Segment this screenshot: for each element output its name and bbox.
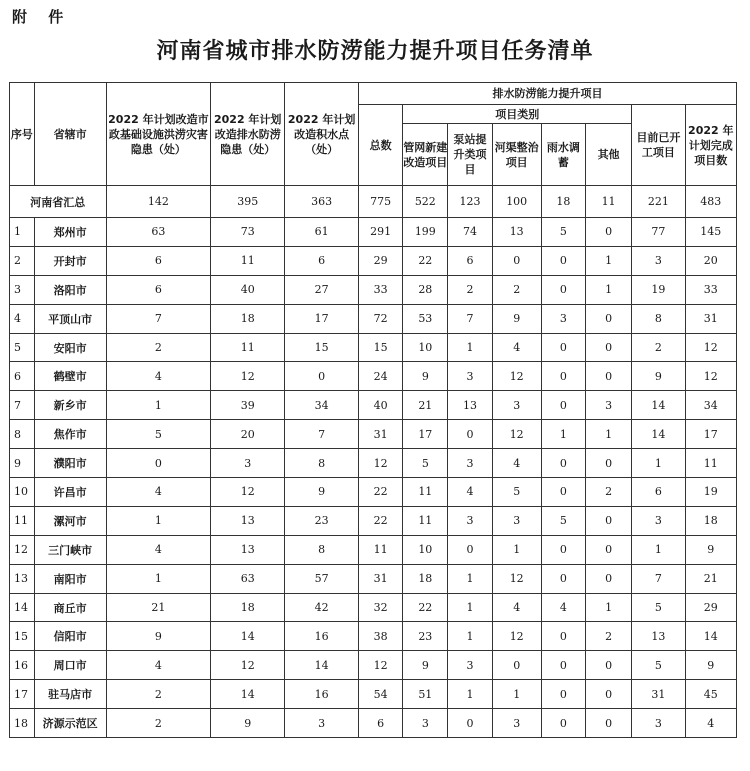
header-planned-complete: 2022 年计划完成项目数 <box>685 105 736 186</box>
table-row <box>10 304 737 333</box>
cell: 4 <box>492 593 541 622</box>
header-river: 河渠整治项目 <box>492 124 541 186</box>
cell: 12 <box>492 420 541 449</box>
cell: 11 <box>685 449 736 478</box>
cell: 34 <box>285 391 359 420</box>
cell: 2 <box>448 275 492 304</box>
row-city: 安阳市 <box>34 333 106 362</box>
cell: 0 <box>448 420 492 449</box>
row-seq: 6 <box>10 362 35 391</box>
cell: 40 <box>211 275 285 304</box>
cell: 38 <box>359 622 403 651</box>
cell: 3 <box>632 506 685 535</box>
row-city: 平顶山市 <box>34 304 106 333</box>
cell: 6 <box>285 246 359 275</box>
cell: 9 <box>632 362 685 391</box>
cell: 18 <box>211 304 285 333</box>
cell: 8 <box>285 449 359 478</box>
cell: 5 <box>541 506 585 535</box>
cell: 33 <box>685 275 736 304</box>
row-city: 洛阳市 <box>34 275 106 304</box>
cell: 0 <box>541 478 585 507</box>
cell: 23 <box>285 506 359 535</box>
cell: 0 <box>541 535 585 564</box>
cell: 3 <box>632 246 685 275</box>
row-city: 周口市 <box>34 651 106 680</box>
cell: 291 <box>359 218 403 247</box>
cell: 42 <box>285 593 359 622</box>
cell: 5 <box>632 593 685 622</box>
cell: 24 <box>359 362 403 391</box>
cell: 20 <box>685 246 736 275</box>
cell: 7 <box>448 304 492 333</box>
cell: 9 <box>106 622 211 651</box>
cell: 3 <box>492 391 541 420</box>
cell: 29 <box>685 593 736 622</box>
cell: 1 <box>106 564 211 593</box>
table-row <box>10 420 737 449</box>
cell: 5 <box>492 478 541 507</box>
cell: 16 <box>285 680 359 709</box>
cell: 15 <box>285 333 359 362</box>
row-city: 焦作市 <box>34 420 106 449</box>
cell: 16 <box>285 622 359 651</box>
cell: 21 <box>685 564 736 593</box>
cell: 11 <box>211 333 285 362</box>
header-pipe: 管网新建改造项目 <box>403 124 448 186</box>
cell: 4 <box>685 709 736 738</box>
cell: 1 <box>448 564 492 593</box>
cell: 0 <box>541 564 585 593</box>
cell: 9 <box>285 478 359 507</box>
cell: 22 <box>403 593 448 622</box>
cell: 2 <box>585 622 631 651</box>
cell: 0 <box>585 535 631 564</box>
table-row <box>10 535 737 564</box>
cell: 0 <box>541 449 585 478</box>
cell: 31 <box>632 680 685 709</box>
cell: 0 <box>541 622 585 651</box>
cell: 33 <box>359 275 403 304</box>
cell: 1 <box>448 593 492 622</box>
table-row <box>10 391 737 420</box>
cell: 522 <box>403 186 448 218</box>
cell: 7 <box>106 304 211 333</box>
cell: 1 <box>492 680 541 709</box>
cell: 0 <box>541 651 585 680</box>
cell: 11 <box>585 186 631 218</box>
cell: 9 <box>403 362 448 391</box>
cell: 1 <box>492 535 541 564</box>
row-city: 商丘市 <box>34 593 106 622</box>
cell: 12 <box>359 449 403 478</box>
cell: 14 <box>632 420 685 449</box>
cell: 5 <box>403 449 448 478</box>
cell: 395 <box>211 186 285 218</box>
cell: 13 <box>492 218 541 247</box>
cell: 20 <box>211 420 285 449</box>
cell: 32 <box>359 593 403 622</box>
row-city: 濮阳市 <box>34 449 106 478</box>
cell: 11 <box>403 506 448 535</box>
cell: 4 <box>492 333 541 362</box>
cell: 15 <box>359 333 403 362</box>
cell: 0 <box>541 333 585 362</box>
row-seq: 5 <box>10 333 35 362</box>
row-seq: 3 <box>10 275 35 304</box>
header-group-projects: 排水防涝能力提升项目 <box>359 83 737 105</box>
row-seq: 18 <box>10 709 35 738</box>
cell: 18 <box>403 564 448 593</box>
cell: 1 <box>106 506 211 535</box>
cell: 0 <box>492 651 541 680</box>
cell: 6 <box>359 709 403 738</box>
cell: 0 <box>585 651 631 680</box>
cell: 21 <box>403 391 448 420</box>
cell: 19 <box>632 275 685 304</box>
header-group-categories: 项目类别 <box>403 105 632 124</box>
cell: 10 <box>403 333 448 362</box>
cell: 199 <box>403 218 448 247</box>
row-city: 漯河市 <box>34 506 106 535</box>
cell: 2 <box>585 478 631 507</box>
row-seq: 12 <box>10 535 35 564</box>
cell: 13 <box>448 391 492 420</box>
cell: 1 <box>632 535 685 564</box>
cell: 17 <box>685 420 736 449</box>
cell: 221 <box>632 186 685 218</box>
cell: 363 <box>285 186 359 218</box>
cell: 3 <box>448 362 492 391</box>
attachment-label: 附 件 <box>12 8 72 26</box>
cell: 0 <box>585 362 631 391</box>
header-started: 目前已开工项目 <box>632 105 685 186</box>
cell: 31 <box>359 564 403 593</box>
cell: 3 <box>492 709 541 738</box>
cell: 12 <box>685 333 736 362</box>
row-seq: 1 <box>10 218 35 247</box>
cell: 13 <box>632 622 685 651</box>
cell: 3 <box>211 449 285 478</box>
cell: 0 <box>585 304 631 333</box>
cell: 5 <box>541 218 585 247</box>
cell: 1 <box>448 622 492 651</box>
cell: 34 <box>685 391 736 420</box>
cell: 0 <box>541 275 585 304</box>
row-seq: 9 <box>10 449 35 478</box>
table-row <box>10 478 737 507</box>
cell: 1 <box>541 420 585 449</box>
header-waterlogging-points: 2022 年计划改造积水点（处） <box>285 83 359 186</box>
cell: 4 <box>106 478 211 507</box>
header-city: 省辖市 <box>34 83 106 186</box>
cell: 12 <box>685 362 736 391</box>
cell: 142 <box>106 186 211 218</box>
cell: 0 <box>585 333 631 362</box>
cell: 12 <box>492 622 541 651</box>
cell: 2 <box>492 275 541 304</box>
cell: 21 <box>106 593 211 622</box>
cell: 0 <box>448 535 492 564</box>
cell: 3 <box>403 709 448 738</box>
cell: 6 <box>632 478 685 507</box>
cell: 13 <box>211 535 285 564</box>
row-seq: 10 <box>10 478 35 507</box>
table-row <box>10 333 737 362</box>
cell: 29 <box>359 246 403 275</box>
row-city: 开封市 <box>34 246 106 275</box>
cell: 11 <box>403 478 448 507</box>
table-row <box>10 449 737 478</box>
row-city: 新乡市 <box>34 391 106 420</box>
header-municipal-hazards: 2022 年计划改造市政基础设施洪涝灾害隐患（处） <box>106 83 211 186</box>
cell: 1 <box>632 449 685 478</box>
cell: 1 <box>585 593 631 622</box>
row-seq: 8 <box>10 420 35 449</box>
table-row <box>10 593 737 622</box>
cell: 7 <box>632 564 685 593</box>
table-row <box>10 651 737 680</box>
cell: 1 <box>585 246 631 275</box>
cell: 8 <box>632 304 685 333</box>
cell: 14 <box>632 391 685 420</box>
cell: 8 <box>285 535 359 564</box>
row-seq: 15 <box>10 622 35 651</box>
cell: 12 <box>359 651 403 680</box>
cell: 14 <box>685 622 736 651</box>
row-city: 郑州市 <box>34 218 106 247</box>
cell: 9 <box>685 535 736 564</box>
row-seq: 17 <box>10 680 35 709</box>
table-row <box>10 622 737 651</box>
cell: 13 <box>211 506 285 535</box>
cell: 0 <box>285 362 359 391</box>
cell: 0 <box>106 449 211 478</box>
cell: 3 <box>585 391 631 420</box>
cell: 14 <box>211 622 285 651</box>
header-other: 其他 <box>585 124 631 186</box>
cell: 28 <box>403 275 448 304</box>
cell: 45 <box>685 680 736 709</box>
row-city: 信阳市 <box>34 622 106 651</box>
cell: 0 <box>585 709 631 738</box>
cell: 12 <box>211 478 285 507</box>
row-seq: 4 <box>10 304 35 333</box>
cell: 1 <box>448 333 492 362</box>
cell: 9 <box>211 709 285 738</box>
cell: 100 <box>492 186 541 218</box>
cell: 3 <box>492 506 541 535</box>
cell: 5 <box>106 420 211 449</box>
cell: 22 <box>359 478 403 507</box>
cell: 22 <box>359 506 403 535</box>
row-city: 许昌市 <box>34 478 106 507</box>
cell: 1 <box>585 275 631 304</box>
header-seq: 序号 <box>10 83 35 186</box>
cell: 5 <box>632 651 685 680</box>
cell: 2 <box>106 680 211 709</box>
header-total: 总数 <box>359 105 403 186</box>
row-city: 鹤壁市 <box>34 362 106 391</box>
cell: 483 <box>685 186 736 218</box>
cell: 3 <box>541 304 585 333</box>
cell: 51 <box>403 680 448 709</box>
row-city: 驻马店市 <box>34 680 106 709</box>
cell: 31 <box>359 420 403 449</box>
cell: 9 <box>685 651 736 680</box>
cell: 9 <box>403 651 448 680</box>
header-rain: 雨水调蓄 <box>541 124 585 186</box>
cell: 12 <box>492 564 541 593</box>
task-list-table <box>9 82 737 738</box>
cell: 17 <box>403 420 448 449</box>
summary-row <box>10 186 737 218</box>
cell: 74 <box>448 218 492 247</box>
cell: 14 <box>285 651 359 680</box>
cell: 4 <box>492 449 541 478</box>
cell: 0 <box>585 506 631 535</box>
cell: 1 <box>448 680 492 709</box>
cell: 27 <box>285 275 359 304</box>
cell: 0 <box>585 564 631 593</box>
row-city: 济源示范区 <box>34 709 106 738</box>
cell: 63 <box>106 218 211 247</box>
cell: 22 <box>403 246 448 275</box>
row-seq: 14 <box>10 593 35 622</box>
cell: 145 <box>685 218 736 247</box>
cell: 11 <box>359 535 403 564</box>
row-city: 南阳市 <box>34 564 106 593</box>
cell: 12 <box>211 651 285 680</box>
cell: 23 <box>403 622 448 651</box>
cell: 3 <box>632 709 685 738</box>
cell: 0 <box>541 246 585 275</box>
cell: 0 <box>448 709 492 738</box>
cell: 10 <box>403 535 448 564</box>
table-row <box>10 709 737 738</box>
cell: 54 <box>359 680 403 709</box>
cell: 3 <box>448 449 492 478</box>
cell: 775 <box>359 186 403 218</box>
page-title: 河南省城市排水防涝能力提升项目任务清单 <box>156 38 594 64</box>
cell: 4 <box>541 593 585 622</box>
cell: 2 <box>632 333 685 362</box>
row-city: 三门峡市 <box>34 535 106 564</box>
cell: 63 <box>211 564 285 593</box>
cell: 40 <box>359 391 403 420</box>
table-row <box>10 362 737 391</box>
cell: 0 <box>492 246 541 275</box>
table-row <box>10 275 737 304</box>
cell: 0 <box>541 391 585 420</box>
table-body <box>10 186 737 738</box>
cell: 18 <box>541 186 585 218</box>
cell: 12 <box>492 362 541 391</box>
cell: 18 <box>685 506 736 535</box>
cell: 6 <box>448 246 492 275</box>
cell: 1 <box>585 420 631 449</box>
cell: 1 <box>106 391 211 420</box>
cell: 0 <box>541 680 585 709</box>
cell: 9 <box>492 304 541 333</box>
cell: 17 <box>285 304 359 333</box>
table-header <box>10 83 737 186</box>
row-seq: 11 <box>10 506 35 535</box>
cell: 0 <box>585 680 631 709</box>
header-pump: 泵站提升类项目 <box>448 124 492 186</box>
cell: 4 <box>106 651 211 680</box>
cell: 4 <box>106 362 211 391</box>
cell: 3 <box>448 506 492 535</box>
row-seq: 7 <box>10 391 35 420</box>
cell: 18 <box>211 593 285 622</box>
cell: 3 <box>285 709 359 738</box>
table-row <box>10 246 737 275</box>
cell: 77 <box>632 218 685 247</box>
cell: 0 <box>585 218 631 247</box>
row-seq: 13 <box>10 564 35 593</box>
cell: 3 <box>448 651 492 680</box>
cell: 6 <box>106 275 211 304</box>
cell: 123 <box>448 186 492 218</box>
row-seq: 16 <box>10 651 35 680</box>
cell: 31 <box>685 304 736 333</box>
cell: 7 <box>285 420 359 449</box>
cell: 39 <box>211 391 285 420</box>
cell: 2 <box>106 333 211 362</box>
cell: 61 <box>285 218 359 247</box>
cell: 72 <box>359 304 403 333</box>
table-row <box>10 218 737 247</box>
table-row <box>10 506 737 535</box>
header-drainage-hazards: 2022 年计划改造排水防涝隐患（处） <box>211 83 285 186</box>
cell: 6 <box>106 246 211 275</box>
cell: 14 <box>211 680 285 709</box>
cell: 0 <box>541 362 585 391</box>
cell: 2 <box>106 709 211 738</box>
cell: 73 <box>211 218 285 247</box>
cell: 57 <box>285 564 359 593</box>
cell: 53 <box>403 304 448 333</box>
table-row <box>10 680 737 709</box>
table-row <box>10 564 737 593</box>
cell: 19 <box>685 478 736 507</box>
row-seq: 2 <box>10 246 35 275</box>
cell: 11 <box>211 246 285 275</box>
cell: 0 <box>541 709 585 738</box>
cell: 4 <box>448 478 492 507</box>
cell: 0 <box>585 449 631 478</box>
cell: 4 <box>106 535 211 564</box>
summary-label: 河南省汇总 <box>10 186 107 218</box>
cell: 12 <box>211 362 285 391</box>
